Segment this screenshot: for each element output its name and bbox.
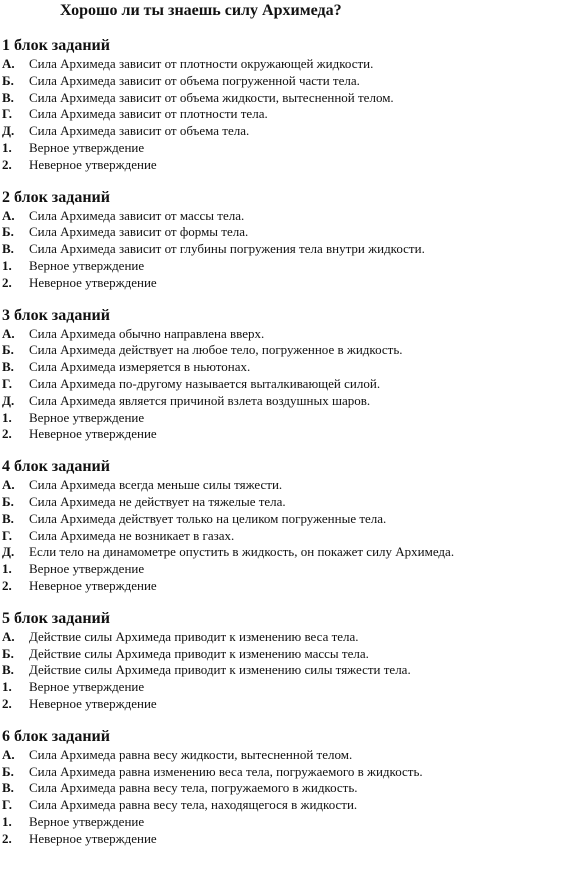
- statement-marker: В.: [2, 510, 14, 526]
- statement-text: Сила Архимеда равна изменению веса тела, погружаемого в жидкость.: [29, 763, 423, 779]
- statement-text: Сила Архимеда зависит от формы тела.: [29, 224, 249, 240]
- answer-option-text: Верное утверждение: [29, 813, 145, 829]
- statement-text: Сила Архимеда зависит от плотности тела.: [29, 106, 268, 122]
- answer-option-marker: 2.: [2, 695, 12, 711]
- statement-marker: А.: [2, 628, 15, 644]
- answer-option: [2, 426, 562, 443]
- document-title: Хорошо ли ты знаешь силу Архимеда?: [60, 2, 342, 19]
- statement-marker: А.: [2, 477, 15, 493]
- statement-text: Сила Архимеда обычно направлена вверх.: [29, 325, 265, 341]
- statement-text: Если тело на динамометре опустить в жидкость, он покажет силу Архимеда.: [29, 544, 455, 560]
- answer-option-text: Неверное утверждение: [29, 577, 157, 593]
- statement-marker: Б.: [2, 645, 14, 661]
- answer-option-marker: 1.: [2, 679, 12, 695]
- statement: [2, 123, 562, 140]
- answer-option: [2, 410, 562, 427]
- statement-marker: В.: [2, 241, 14, 257]
- answer-option-marker: 1.: [2, 139, 12, 155]
- statement: [2, 393, 562, 410]
- statement: [2, 544, 562, 561]
- statement-marker: В.: [2, 89, 14, 105]
- statement: [2, 662, 562, 679]
- answer-option: [2, 578, 562, 595]
- answer-option-marker: 2.: [2, 830, 12, 846]
- answer-option-marker: 1.: [2, 409, 12, 425]
- answer-option-text: Неверное утверждение: [29, 695, 157, 711]
- answer-option-marker: 2.: [2, 426, 12, 442]
- statement: [2, 106, 562, 123]
- block-spacer: [2, 713, 562, 727]
- statement-marker: А.: [2, 56, 15, 71]
- answer-option: [2, 679, 562, 696]
- answer-option-marker: 2.: [2, 577, 12, 593]
- task-block: [2, 306, 562, 444]
- answer-option-text: Верное утверждение: [29, 139, 145, 155]
- block-spacer: [2, 443, 562, 457]
- statement-text: Сила Архимеда не возникает в газах.: [29, 527, 235, 543]
- answer-option: [2, 831, 562, 848]
- statement-text: Сила Архимеда зависит от плотности окружающей жидкости.: [29, 56, 374, 71]
- statement-text: Сила Архимеда зависит от объема тела.: [29, 123, 250, 139]
- answer-option: [2, 157, 562, 174]
- block-heading: 4 блок заданий: [2, 458, 110, 476]
- statement-marker: Б.: [2, 342, 14, 358]
- statement: [2, 376, 562, 393]
- statement-marker: Б.: [2, 72, 14, 88]
- statement-marker: В.: [2, 780, 14, 796]
- statement: [2, 764, 562, 781]
- statement-text: Сила Архимеда зависит от объема погруженной части тела.: [29, 72, 360, 88]
- answer-option-text: Верное утверждение: [29, 561, 145, 577]
- statement-marker: Г.: [2, 106, 13, 122]
- statement: [2, 780, 562, 797]
- statement-text: Действие силы Архимеда приводит к изменению веса тела.: [29, 628, 359, 644]
- answer-option: [2, 561, 562, 578]
- statement-marker: Б.: [2, 763, 14, 779]
- answer-option-text: Неверное утверждение: [29, 156, 157, 172]
- task-block: [2, 457, 562, 595]
- answer-option-marker: 1.: [2, 813, 12, 829]
- statement-marker: Д.: [2, 544, 15, 560]
- answer-option: [2, 275, 562, 292]
- statement-text: Сила Архимеда зависит от массы тела.: [29, 207, 245, 223]
- statement: [2, 797, 562, 814]
- statement-text: Сила Архимеда равна весу тела, погружаемого в жидкость.: [29, 780, 358, 796]
- statement-text: Сила Архимеда равна весу жидкости, вытесненной телом.: [29, 746, 353, 762]
- statement-text: Сила Архимеда зависит от объема жидкости, вытесненной телом.: [29, 89, 394, 105]
- statement-marker: В.: [2, 359, 14, 375]
- statement-marker: Д.: [2, 123, 15, 139]
- statement: [2, 477, 562, 494]
- answer-option: [2, 140, 562, 157]
- statement: [2, 208, 562, 225]
- answer-option-marker: 2.: [2, 274, 12, 290]
- task-block: [2, 727, 562, 848]
- block-spacer: [2, 22, 562, 36]
- task-block: [2, 36, 562, 174]
- statement: [2, 511, 562, 528]
- statement: [2, 56, 562, 73]
- statement-text: Сила Архимеда действует на любое тело, погруженное в жидкость.: [29, 342, 403, 358]
- statement: [2, 528, 562, 545]
- statement-text: Сила Архимеда всегда меньше силы тяжести.: [29, 477, 283, 493]
- statement: [2, 90, 562, 107]
- block-spacer: [2, 174, 562, 188]
- answer-option-text: Неверное утверждение: [29, 426, 157, 442]
- statement-marker: Г.: [2, 375, 13, 391]
- answer-option-text: Верное утверждение: [29, 409, 145, 425]
- statement: [2, 747, 562, 764]
- answer-option-text: Верное утверждение: [29, 679, 145, 695]
- statement-text: Сила Архимеда не действует на тяжелые тела.: [29, 493, 286, 509]
- statement: [2, 629, 562, 646]
- answer-option-text: Неверное утверждение: [29, 830, 157, 846]
- answer-option: [2, 696, 562, 713]
- document: [2, 0, 562, 847]
- statement-marker: В.: [2, 662, 14, 678]
- statement-text: Сила Архимеда измеряется в ньютонах.: [29, 359, 251, 375]
- answer-option-text: Верное утверждение: [29, 257, 145, 273]
- statement-text: Сила Архимеда по-другому называется выталкивающей силой.: [29, 375, 381, 391]
- statement: [2, 359, 562, 376]
- statement-text: Сила Архимеда действует только на целиком погруженные тела.: [29, 510, 387, 526]
- statement: [2, 73, 562, 90]
- statement-text: Сила Архимеда зависит от глубины погружения тела внутри жидкости.: [29, 241, 425, 257]
- answer-option-marker: 1.: [2, 257, 12, 273]
- statement-text: Сила Архимеда является причиной взлета воздушных шаров.: [29, 392, 371, 408]
- statement-marker: Д.: [2, 392, 15, 408]
- statement-marker: Г.: [2, 527, 13, 543]
- statement-marker: А.: [2, 207, 15, 223]
- statement-marker: А.: [2, 325, 15, 341]
- answer-option: [2, 814, 562, 831]
- block-spacer: [2, 595, 562, 609]
- statement-marker: Б.: [2, 493, 14, 509]
- block-heading: 1 блок заданий: [2, 37, 110, 54]
- statement: [2, 494, 562, 511]
- statement-text: Действие силы Архимеда приводит к изменению силы тяжести тела.: [29, 662, 411, 678]
- task-block: [2, 188, 562, 292]
- task-blocks: [2, 22, 562, 847]
- answer-option-marker: 2.: [2, 156, 12, 172]
- statement: [2, 326, 562, 343]
- answer-option: [2, 258, 562, 275]
- statement-marker: Б.: [2, 224, 14, 240]
- statement: [2, 646, 562, 663]
- block-spacer: [2, 292, 562, 306]
- statement: [2, 241, 562, 258]
- statement-text: Сила Архимеда равна весу тела, находящегося в жидкости.: [29, 797, 358, 813]
- block-heading: 3 блок заданий: [2, 306, 110, 324]
- statement-marker: А.: [2, 746, 15, 762]
- answer-option-text: Неверное утверждение: [29, 274, 157, 290]
- statement: [2, 224, 562, 241]
- task-block: [2, 609, 562, 713]
- block-heading: 6 блок заданий: [2, 727, 110, 745]
- block-heading: 5 блок заданий: [2, 609, 110, 627]
- statement-marker: Г.: [2, 797, 13, 813]
- block-heading: 2 блок заданий: [2, 188, 110, 206]
- statement: [2, 342, 562, 359]
- statement-text: Действие силы Архимеда приводит к изменению массы тела.: [29, 645, 369, 661]
- answer-option-marker: 1.: [2, 561, 12, 577]
